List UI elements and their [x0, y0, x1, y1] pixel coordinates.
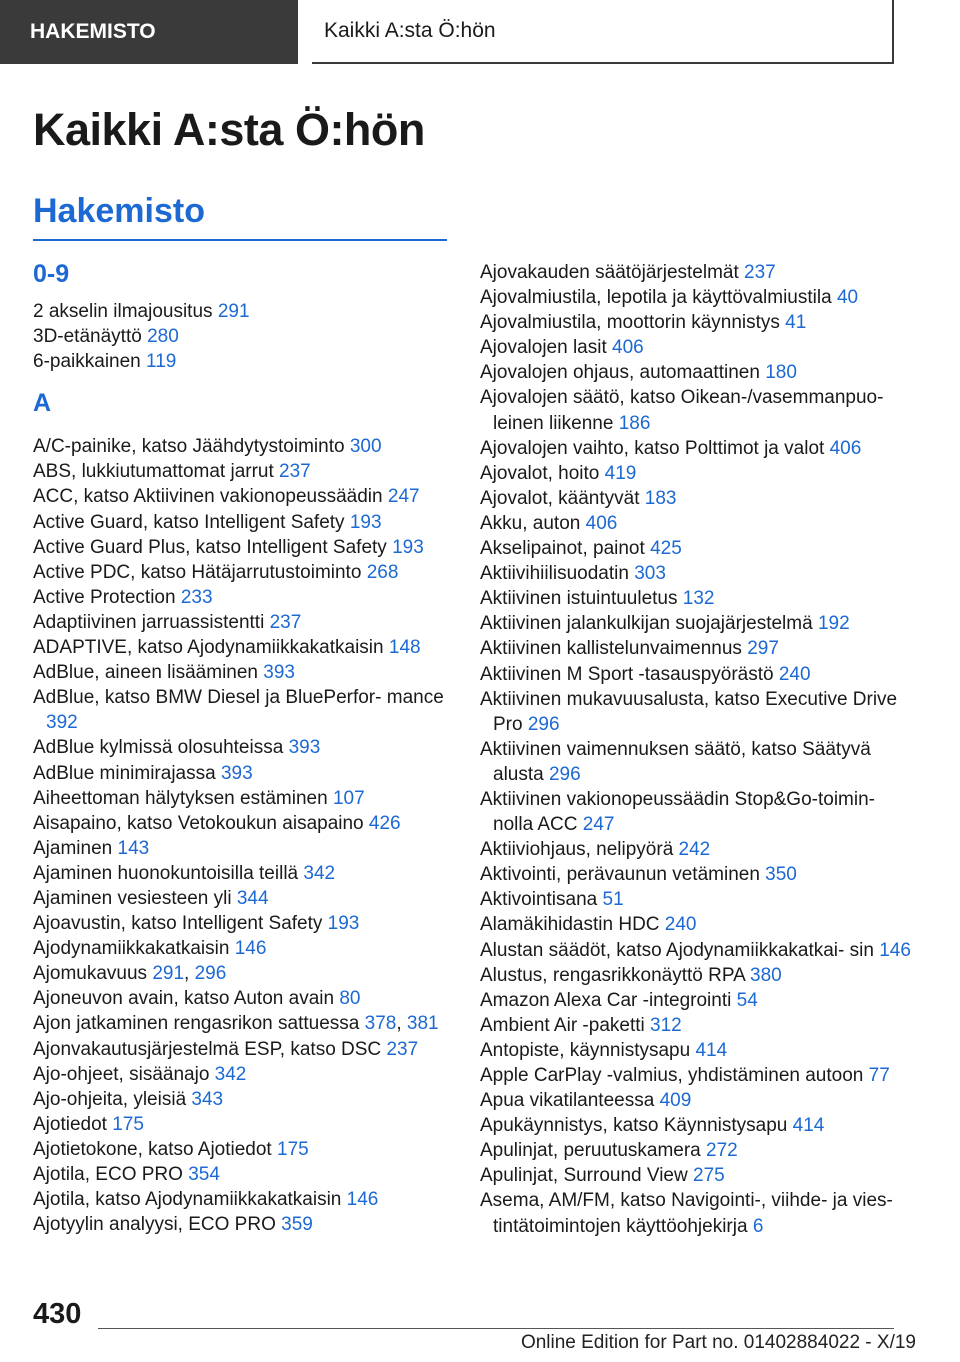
index-entry — [33, 459, 453, 484]
index-entry-text: Aktiivinen istuintuuletus — [480, 588, 678, 610]
index-entry-text: Ajovalojen vaihto, katso Polttimot ja valot — [480, 437, 825, 459]
page-link[interactable]: 275 — [693, 1165, 725, 1187]
page-link[interactable]: 296 — [548, 763, 581, 785]
index-entry — [33, 1112, 453, 1137]
index-entry-text: Ajo-ohjeet, sisäänajo — [33, 1063, 210, 1085]
index-entry-text: Apulinjat, peruutuskamera — [480, 1140, 701, 1162]
page-link[interactable]: 291 — [217, 301, 250, 322]
page-link[interactable]: 359 — [281, 1214, 313, 1236]
page-link[interactable]: 354 — [188, 1164, 220, 1185]
index-entry — [33, 299, 453, 324]
index-entry-text: Ajovalojen lasit — [480, 337, 607, 359]
page-link[interactable]: 51 — [602, 889, 624, 911]
index-entry-text: Apple CarPlay -valmius, yhdistäminen autoon — [480, 1065, 864, 1086]
page-link[interactable]: 240 — [664, 914, 697, 936]
page-link[interactable]: 426 — [368, 812, 401, 834]
index-entry-text: Asema, AM/FM, katso Navigointi-, viihde- ja vies‐ tintätoimintojen käyttöohjekirja — [480, 1190, 893, 1237]
index-entry-text: Ajoneuvon avain, katso Auton avain — [33, 988, 335, 1010]
index-entry — [480, 1013, 920, 1038]
page-link[interactable]: 146 — [879, 939, 911, 961]
index-entry — [480, 1188, 920, 1238]
index-entry-text: Aktiivihiilisuodatin — [480, 563, 629, 585]
section-divider — [33, 239, 447, 241]
index-entry-text: Aktiiviohjaus, nelipyörä — [480, 839, 674, 861]
index-entry-text: Ajotila, ECO PRO — [33, 1164, 183, 1185]
index-entry-text: ABS, lukkiutumattomat jarrut — [33, 461, 274, 483]
index-entry-text: Amazon Alexa Car -integrointi — [480, 989, 732, 1011]
index-entry — [480, 912, 920, 937]
index-entry-text: 6-paikkainen — [33, 351, 141, 373]
index-entry — [33, 1187, 453, 1212]
index-entry — [33, 911, 453, 936]
index-entry — [480, 1038, 920, 1063]
page-link[interactable]: 342 — [214, 1063, 247, 1085]
index-entry-text: Ajovalojen säätö, katso Oikean-/vasemmanpuo‐ leinen liikenne — [480, 387, 884, 434]
page-link[interactable]: 146 — [346, 1189, 379, 1211]
page-link[interactable]: 237 — [386, 1038, 419, 1060]
index-entry — [33, 861, 453, 886]
index-entry-text: AdBlue, katso BMW Diesel ja BluePerfor‐ mance — [33, 687, 444, 709]
index-entry — [480, 260, 920, 285]
index-entry — [480, 335, 920, 360]
index-entry — [33, 786, 453, 811]
index-group-letter: A — [33, 389, 52, 418]
page-link[interactable]: 350 — [765, 864, 797, 886]
index-entry-text: ADAPTIVE, katso Ajodynamiikkakatkaisin — [33, 637, 384, 659]
index-entry — [480, 1113, 920, 1138]
page-title: Kaikki A:sta Ö:hön — [33, 104, 425, 155]
index-entry-text: Ajaminen huonokuntoisilla teillä — [33, 862, 299, 884]
index-entry — [480, 586, 920, 611]
index-entry — [33, 484, 453, 509]
index-entry-text: Ajovalot, kääntyvät — [480, 487, 640, 509]
index-entry — [480, 611, 920, 636]
index-entry-text: Ajotila, katso Ajodynamiikkakatkaisin — [33, 1189, 342, 1211]
page-link[interactable]: 132 — [682, 588, 715, 610]
index-entry-text: Aktiivinen mukavuusalusta, katso Executive Drive Pro — [480, 688, 898, 735]
index-entry — [480, 1063, 920, 1088]
index-entry-text: Ajoavustin, katso Intelligent Safety — [33, 913, 323, 935]
index-entry-text: Apulinjat, Surround View — [480, 1165, 688, 1187]
index-entry — [33, 510, 453, 535]
index-entry-text: Apukäynnistys, katso Käynnistysapu — [480, 1115, 788, 1137]
index-entry — [33, 1137, 453, 1162]
page-link[interactable]: 414 — [792, 1115, 825, 1137]
index-entry — [480, 561, 920, 586]
index-entry-text: Apua vikatilanteessa — [480, 1090, 655, 1112]
index-entry-text: ACC, katso Aktiivinen vakionopeussäädin — [33, 486, 383, 508]
page-link[interactable]: 343 — [191, 1088, 224, 1110]
page-link[interactable]: 247 — [387, 486, 420, 508]
index-entry-text: Antopiste, käynnistysapu — [480, 1039, 691, 1061]
index-entry — [480, 887, 920, 912]
page-link[interactable]: 393 — [220, 762, 253, 784]
index-entry-text: Ajodynamiikkakatkaisin — [33, 938, 230, 960]
index-entry — [33, 1212, 453, 1237]
page-link[interactable]: 237 — [269, 611, 302, 633]
index-entry-text: Ajo-ohjeita, yleisiä — [33, 1088, 187, 1110]
index-entry — [480, 862, 920, 887]
page-link[interactable]: 80 — [339, 988, 361, 1010]
page-link[interactable]: 300 — [349, 436, 382, 458]
page-link[interactable]: 296 — [194, 963, 227, 985]
page-link[interactable]: 186 — [618, 412, 651, 434]
index-entry: Ajon jatkaminen rengasrikon sattuessa 378, 381 — [33, 1013, 439, 1035]
index-entry-text: Ajomukavuus — [33, 963, 148, 985]
index-entry — [480, 436, 920, 461]
index-entry — [480, 963, 920, 988]
page-link[interactable]: 240 — [778, 663, 811, 685]
index-entry-text: AdBlue, aineen lisääminen — [33, 662, 258, 684]
section-title: Hakemisto — [33, 192, 205, 230]
page-link[interactable]: 77 — [868, 1065, 890, 1086]
page-link[interactable]: 409 — [659, 1090, 692, 1112]
index-entry — [480, 310, 920, 335]
index-entry-text: Ajon jatkaminen rengasrikon sattuessa — [33, 1013, 360, 1035]
page-link[interactable]: 303 — [634, 563, 666, 585]
page-link[interactable]: 193 — [392, 536, 424, 558]
index-entry-text: Alamäkihidastin HDC — [480, 914, 660, 936]
index-entry — [33, 349, 453, 374]
index-entry-text: Active Guard, katso Intelligent Safety — [33, 511, 345, 533]
index-entry — [480, 511, 920, 536]
index-entry — [33, 685, 453, 735]
index-entry-text: Aktiivinen jalankulkijan suojajärjestelmä — [480, 613, 813, 635]
index-entry — [480, 1138, 920, 1163]
index-entry — [33, 635, 453, 660]
page-link[interactable]: 380 — [750, 964, 782, 986]
index-entry-text: Ajovalmiustila, lepotila ja käyttövalmiustila — [480, 287, 832, 309]
page-link[interactable]: 242 — [678, 839, 711, 861]
index-entry-text: Ajaminen vesiesteen yli — [33, 887, 232, 909]
index-entry — [33, 660, 453, 685]
index-entry-text: Ajovalot, hoito — [480, 462, 600, 484]
section-tab-hakemisto[interactable]: HAKEMISTO — [0, 0, 298, 64]
index-entry — [33, 836, 453, 861]
page-link[interactable]: 237 — [744, 262, 776, 283]
index-entry-text: Ajonvakautusjärjestelmä ESP, katso DSC — [33, 1038, 382, 1060]
page-link[interactable]: 146 — [234, 938, 267, 960]
index-entry — [480, 536, 920, 561]
index-entry — [480, 636, 920, 661]
index-entry-text: Ajovalmiustila, moottorin käynnistys — [480, 312, 780, 334]
index-entry — [33, 1162, 453, 1187]
page-link[interactable]: 247 — [582, 814, 615, 836]
page-link[interactable]: 107 — [332, 787, 365, 809]
index-entry — [33, 811, 453, 836]
page-link[interactable]: 183 — [644, 487, 677, 509]
index-entry-text: Ajotyylin analyysi, ECO PRO — [33, 1214, 276, 1236]
page-link[interactable]: 272 — [706, 1140, 738, 1162]
index-entry — [33, 761, 453, 786]
page-link[interactable]: 6 — [752, 1215, 764, 1237]
index-entry-text: Ajovalojen ohjaus, automaattinen — [480, 362, 760, 384]
page-link[interactable]: 192 — [817, 613, 850, 635]
index-entry — [33, 434, 453, 459]
page-link[interactable]: 268 — [366, 561, 399, 583]
index-entry-text: Aktiivinen M Sport -tasauspyörästö — [480, 663, 774, 685]
page-link[interactable]: 180 — [765, 362, 797, 384]
index-column-right — [480, 260, 920, 1239]
index-entry-text: 3D-etänäyttö — [33, 326, 142, 348]
index-entry-text: Aktiivinen kallistelunvaimennus — [480, 638, 742, 660]
page-link[interactable]: 175 — [277, 1138, 309, 1160]
index-entry — [480, 1088, 920, 1113]
page-link[interactable]: 393 — [263, 662, 295, 684]
page-link[interactable]: 148 — [388, 637, 421, 659]
index-entry-text: Ajaminen — [33, 837, 113, 859]
index-entry — [480, 837, 920, 862]
index-entry — [33, 1037, 453, 1062]
page-link[interactable]: 392 — [46, 712, 78, 734]
page-link[interactable]: 393 — [288, 737, 321, 759]
page-link[interactable]: 143 — [117, 837, 150, 859]
page-link[interactable]: 41 — [785, 312, 807, 334]
page-link[interactable]: 297 — [747, 638, 779, 660]
index-entry — [480, 360, 920, 385]
index-entry-text: Active Guard Plus, katso Intelligent Safety — [33, 536, 387, 558]
index-entry — [480, 737, 920, 787]
index-entry-text: Akselipainot, painot — [480, 538, 645, 560]
index-entry — [33, 735, 453, 760]
index-entry — [480, 285, 920, 310]
index-entry — [480, 662, 920, 687]
page-link[interactable]: 175 — [112, 1113, 144, 1135]
index-entry-text: Aktiivinen vaimennuksen säätö, katso Säätyvä alusta — [480, 738, 871, 785]
index-entry-text: Aktivointisana — [480, 889, 598, 911]
index-entry — [480, 461, 920, 486]
index-entry-text: 2 akselin ilmajousitus — [33, 301, 213, 322]
index-entry-text: Ajotiedot — [33, 1113, 107, 1135]
index-entry — [33, 560, 453, 585]
page-link[interactable]: 406 — [585, 512, 618, 534]
index-entry-text: Alustus, rengasrikkonäyttö RPA — [480, 964, 745, 986]
index-entry — [480, 787, 920, 837]
footer-edition: Online Edition for Part no. 01402884022 - X/19 — [520, 1332, 916, 1353]
index-entry-text: Aisapaino, katso Vetokoukun aisapaino — [33, 812, 364, 834]
page-link[interactable]: 342 — [303, 862, 336, 884]
index-entry-text: AdBlue kylmissä olosuhteissa — [33, 737, 284, 759]
index-entry — [33, 936, 453, 961]
page-link[interactable]: 312 — [650, 1014, 682, 1036]
index-entry-text: Alustan säädöt, katso Ajodynamiikkakatkai‐ sin — [480, 939, 874, 961]
index-entry-text: AdBlue minimirajassa — [33, 762, 216, 784]
index-entry — [480, 1163, 920, 1188]
index-entry-text: A/C-painike, katso Jäähdytystoiminto — [33, 436, 345, 458]
chapter-tab[interactable]: Kaikki A:sta Ö:hön — [312, 0, 894, 64]
index-entry — [33, 1087, 453, 1112]
index-entry — [33, 1062, 453, 1087]
page-link[interactable]: 40 — [836, 287, 859, 309]
index-entry-text: Aiheettoman hälytyksen estäminen — [33, 787, 328, 809]
index-entry-text: Ajovakauden säätöjärjestelmät — [480, 262, 739, 283]
index-entry-text: Active PDC, katso Hätäjarrutustoiminto — [33, 561, 362, 583]
page-link[interactable]: 381 — [406, 1013, 439, 1035]
page-link[interactable]: 406 — [612, 337, 644, 359]
index-entry-text: Akku, auton — [480, 512, 581, 534]
page-link[interactable]: 344 — [236, 887, 269, 909]
index-entry — [33, 324, 453, 349]
index-entry-text: Adaptiivinen jarruassistentti — [33, 611, 265, 633]
index-entry — [33, 535, 453, 560]
page-number: 430 — [33, 1298, 82, 1330]
page-link[interactable]: 291 — [152, 963, 185, 985]
page-link[interactable]: 280 — [147, 326, 179, 348]
index-entry — [33, 886, 453, 911]
index-entry — [480, 486, 920, 511]
index-entry-text: Aktiivinen vakionopeussäädin Stop&Go-toimin‐ nolla ACC — [480, 788, 875, 836]
index-column-left — [33, 255, 453, 1237]
page-link[interactable]: 296 — [527, 713, 560, 735]
page-link[interactable]: 406 — [829, 437, 862, 459]
index-entry — [33, 585, 453, 610]
index-entry-text: Ambient Air -paketti — [480, 1014, 645, 1036]
index-entry — [480, 687, 920, 737]
index-entry — [33, 986, 453, 1011]
page-link[interactable]: 119 — [146, 351, 177, 373]
index-entry-text: Aktivointi, perävaunun vetäminen — [480, 864, 760, 886]
index-group-letter: 0-9 — [33, 260, 70, 288]
index-entry: Ajomukavuus 291, 296 — [33, 963, 227, 985]
page-link[interactable]: 237 — [279, 461, 311, 483]
page-link[interactable]: 378 — [364, 1013, 397, 1035]
index-entry — [33, 610, 453, 635]
index-entry-text: Active Protection — [33, 586, 176, 608]
page-link[interactable]: 193 — [327, 913, 360, 935]
page-link[interactable]: 425 — [650, 538, 682, 560]
page-link[interactable]: 414 — [695, 1039, 728, 1061]
footer-divider — [98, 1328, 894, 1329]
index-entry — [480, 988, 920, 1013]
index-entry — [480, 385, 920, 435]
index-entry — [480, 938, 920, 963]
page-link[interactable]: 419 — [604, 462, 637, 484]
page-link[interactable]: 193 — [349, 511, 382, 533]
page-link[interactable]: 54 — [736, 989, 758, 1011]
index-entry-text: Ajotietokone, katso Ajotiedot — [33, 1138, 272, 1160]
page-link[interactable]: 233 — [180, 586, 213, 608]
